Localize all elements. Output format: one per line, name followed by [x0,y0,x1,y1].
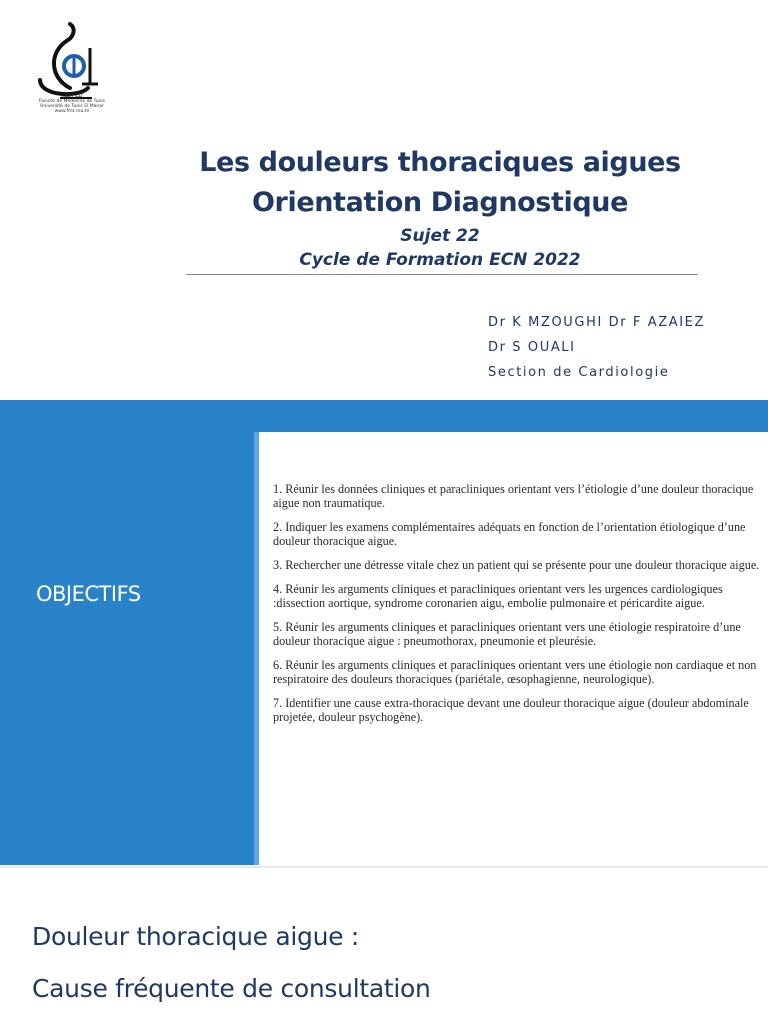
slide-footer-band [0,400,768,432]
intro-slide [0,868,768,1024]
objective-item-7: 7. Identifier une cause extra-thoracique devant une douleur thoracique aigue (douleur abdominale projetée, douleur psychogène). [273,696,749,724]
author-line-3: Section de Cardiologie [488,365,670,380]
objectives-heading: OBJECTIFS [36,582,141,606]
logo-arabic-text: كلية الطب [61,93,83,99]
objective-item-6: 6. Réunir les arguments cliniques et paracliniques orientant vers une étiologie non cardiaque et non respiratoire des douleurs thoraciques (pariétale, œsophagienne, neurologique). [273,658,757,686]
objective-item-4: 4. Réunir les arguments cliniques et paracliniques orientant vers les urgences cardiologiques :dissection aortique, syndrome coronarien aigu, embolie pulmonaire et péricardite aigue. [273,582,723,610]
logo-caption-line1: Faculté de Médecine de Tunis [39,99,105,104]
author-line-2: Dr S OUALI [488,340,576,355]
intro-heading-line2: Cause fréquente de consultation [32,974,431,1003]
presentation-subtitle-line1: Sujet 22 [400,226,480,246]
objective-item-1: 1. Réunir les données cliniques et paracliniques orientant vers l’étiologie d’une douleur thoracique aigue non traumatique. [273,482,754,510]
objective-item-2: 2. Indiquer les examens complémentaires adéquats en fonction de l’orientation étiologique d’une douleur thoracique aigue. [273,520,746,548]
objectives-slide [0,432,768,868]
title-slide [0,0,768,400]
author-line-1: Dr K MZOUGHI Dr F AZAIEZ [488,315,705,330]
logo-caption-line3: www.fmt.rnu.tn [54,109,90,114]
objectives-list [273,482,761,734]
title-divider [186,274,698,275]
objectives-side-panel [0,432,254,865]
objectives-panel-edge [254,432,259,865]
objective-item-3: 3. Rechercher une détresse vitale chez un patient qui se présente pour une douleur thoracique aigue. [273,558,760,572]
presentation-title-line1: Les douleurs thoraciques aigues [199,147,681,178]
intro-heading-line1: Douleur thoracique aigue : [32,922,359,951]
presentation-subtitle-line2: Cycle de Formation ECN 2022 [299,250,581,270]
presentation-title-line2: Orientation Diagnostique [252,187,628,218]
objective-item-5: 5. Réunir les arguments cliniques et paracliniques orientant vers une étiologie respiratoire d’une douleur thoracique aigue : pneumothorax, pneumonie et pleurésie. [273,620,741,648]
logo-caption [24,94,120,114]
logo-caption-line2: Université de Tunis El Manar [40,104,104,109]
